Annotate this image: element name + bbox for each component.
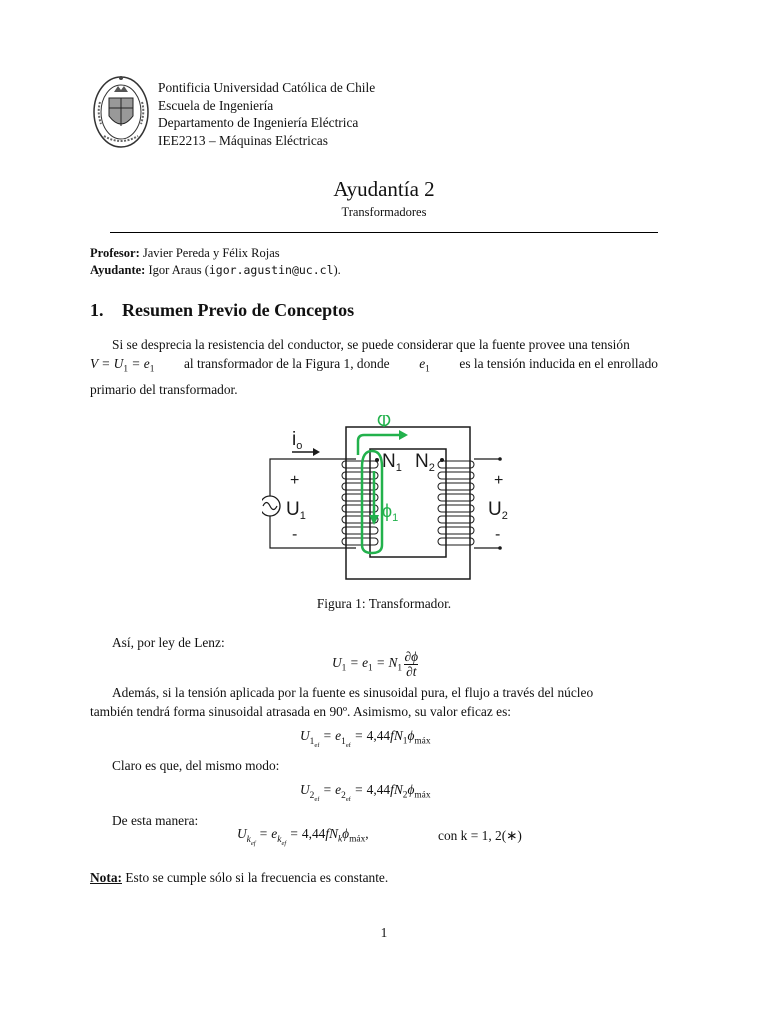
ayudante-line [90, 262, 341, 279]
core-outer [346, 427, 470, 579]
profesor-label: Profesor: [90, 246, 140, 260]
profesor-line [90, 245, 280, 262]
nota-text: Esto se cumple sólo si la frecuencia es constante. [121, 870, 389, 885]
u1-rms-equation: $U_{1_{ef}} = e_{1_{ef}} = 4,44fN_1\phi_{máx}$ [300, 728, 431, 749]
io-label: $i_o$ [292, 429, 303, 452]
u1-label: $U_1$ [286, 499, 306, 522]
ayudante-name: Igor Araus ( [148, 263, 209, 277]
source-bottom-wire [270, 515, 356, 548]
u2-rms-equation: $U_{2_{ef}} = e_{2_{ef}} = 4,44fN_2\phi_{máx}$ [300, 782, 431, 803]
profesor-value: Javier Pereda y Félix Rojas [142, 246, 280, 260]
manera-text: De esta manera: [112, 813, 199, 828]
n1-label: $N_1$ [382, 451, 402, 474]
paragraph-2 [90, 683, 658, 721]
flux-arrow-head [399, 430, 408, 440]
n2-label: $N_2$ [415, 451, 435, 474]
uk-rms-equation: $U_{k_{ef}} = e_{k_{ef}} = 4,44fN_k\phi_{máx}$, [237, 826, 369, 847]
figure-caption: Figura 1: Transformador. [316, 596, 452, 611]
paragraph-1-line-2 [90, 354, 658, 380]
paragraph-1 [90, 335, 658, 399]
phi1-label: $\phi_1$ [382, 501, 399, 524]
header-department: Departamento de Ingeniería Eléctrica [158, 115, 359, 130]
paragraph-2-line-2: también tendrá forma sinusoidal atrasada en 90º. Asimismo, su valor eficaz es: [90, 704, 512, 719]
page-number: 1 [380, 925, 388, 940]
document-title: Ayudantía 2 [333, 177, 435, 201]
title-rule [110, 232, 658, 233]
u2-minus: - [495, 526, 501, 543]
p1-text-mid: al transformador de la Figura 1, donde [183, 356, 390, 371]
document-subtitle: Transformadores [341, 205, 427, 219]
section-title: Resumen Previo de Conceptos [122, 300, 355, 320]
lenz-equation: $U_1 = e_1 = N_1$ ∂ϕ ∂t [332, 649, 419, 679]
section-number: 1. [90, 300, 104, 320]
io-arrow-head [313, 448, 320, 456]
header-university: Pontificia Universidad Católica de Chile [158, 80, 376, 95]
primary-winding [342, 461, 378, 545]
u1-minus: - [292, 526, 298, 543]
terminal-bottom [498, 546, 502, 550]
ac-source-icon [262, 496, 280, 516]
section-heading [90, 300, 354, 321]
terminal-top [498, 457, 502, 461]
paragraph-1-line-1: Si se desprecia la resistencia del conductor, se puede considerar que la fuente provee una tensión [112, 337, 630, 352]
header-course: IEE2213 – Máquinas Eléctricas [158, 133, 328, 148]
paragraph-2-line-1: Además, si la tensión aplicada por la fuente es sinusoidal pura, el flujo a través del núcleo [112, 685, 594, 700]
secondary-winding [438, 461, 474, 545]
ayudante-label: Ayudante: [90, 263, 146, 277]
paragraph-1-line-3: primario del transformador. [90, 381, 238, 397]
claro-text: Claro es que, del mismo modo: [112, 758, 280, 773]
e1-symbol: $e_1$ [419, 356, 430, 375]
ayudante-close: ). [333, 263, 341, 277]
u2-label: $U_2$ [488, 499, 508, 522]
nota-line [90, 868, 388, 887]
u2-plus: + [494, 472, 504, 489]
university-seal [92, 72, 150, 150]
polarity-dot-2 [440, 458, 444, 462]
lenz-text: Así, por ley de Lenz: [112, 635, 225, 650]
voltage-equality: $V = U_1 = e_1$ [90, 356, 155, 375]
u1-plus: + [290, 472, 300, 489]
p1-text-end: es la tensión inducida en el enrollado [459, 356, 658, 371]
con-k-text: con k = 1, 2(∗) [438, 828, 522, 843]
transformer-figure [262, 415, 518, 585]
polarity-dot-1 [375, 458, 379, 462]
nota-label: Nota: [90, 870, 122, 885]
header-school: Escuela de Ingeniería [158, 98, 274, 113]
ayudante-email[interactable]: igor.agustin@uc.cl [208, 263, 334, 277]
